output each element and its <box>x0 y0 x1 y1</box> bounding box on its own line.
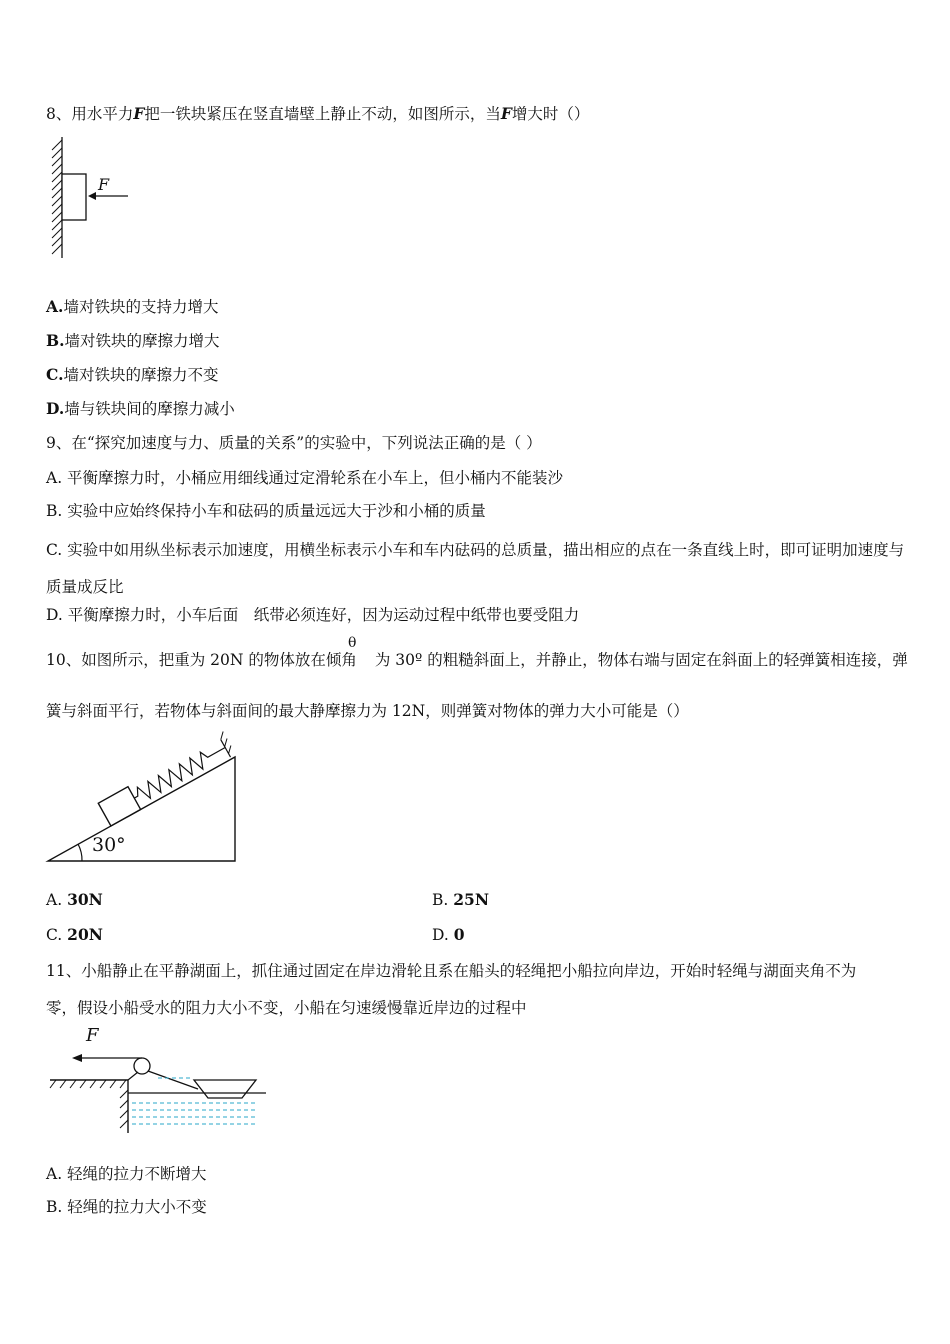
q8-option-a: A.墙对铁块的支持力增大 <box>46 297 219 316</box>
q8-figure-F-label: F <box>98 175 110 194</box>
q8-wall-block-figure <box>40 132 140 262</box>
q11-stem-line2: 零，假设小船受水的阻力大小不变，小船在匀速缓慢靠近岸边的过程中 <box>46 999 527 1017</box>
q9-option-a: A. 平衡摩擦力时，小桶应用细线通过定滑轮系在小车上，但小桶内不能装沙 <box>46 469 564 487</box>
q8-F-symbol-2: F <box>500 104 512 123</box>
q8-F-symbol: F <box>133 104 145 123</box>
q8-option-d: D.墙与铁块间的摩擦力减小 <box>46 399 235 418</box>
q10-angle-label: 30° <box>92 834 126 856</box>
q10-option-a: A. 30N <box>46 890 103 909</box>
q10-incline-spring-figure <box>46 730 246 865</box>
q11-figure-F-label: F <box>86 1025 99 1046</box>
q11-boat-pulley-figure <box>46 1035 271 1135</box>
q8-stem: 8、用水平力F把一铁块紧压在竖直墙壁上静止不动，如图所示，当F增大时（） <box>46 104 590 123</box>
q11-option-a: A. 轻绳的拉力不断增大 <box>46 1165 207 1183</box>
q10-option-b: B. 25N <box>432 890 489 909</box>
q10-option-d: D. 0 <box>432 925 465 944</box>
q8-option-b: B.墙对铁块的摩擦力增大 <box>46 331 220 350</box>
q10-option-c: C. 20N <box>46 925 103 944</box>
q10-theta-symbol: θ <box>348 635 357 651</box>
q8-option-c: C.墙对铁块的摩擦力不变 <box>46 365 219 384</box>
q11-option-b: B. 轻绳的拉力大小不变 <box>46 1198 207 1216</box>
q10-stem-line1: 10、如图所示，把重为 20N 的物体放在倾角 为 30º 的粗糙斜面上，并静止，物体右端与固定在斜面上的轻弹簧相连接，弹 <box>46 651 908 669</box>
q9-option-b: B. 实验中应始终保持小车和砝码的质量远远大于沙和小桶的质量 <box>46 502 486 520</box>
q11-stem-line1: 11、小船静止在平静湖面上，抓住通过固定在岸边滑轮且系在船头的轻绳把小船拉向岸边，开始时轻绳与湖面夹角不为 <box>46 962 857 980</box>
q9-option-d: D. 平衡摩擦力时，小车后面 纸带必须连好，因为运动过程中纸带也要受阻力 <box>46 606 580 624</box>
q10-stem-line2: 簧与斜面平行，若物体与斜面间的最大静摩擦力为 12N，则弹簧对物体的弹力大小可能是（） <box>46 702 689 720</box>
q9-stem: 9、在“探究加速度与力、质量的关系”的实验中，下列说法正确的是（ ） <box>46 434 542 452</box>
q9-option-c: C. 实验中如用纵坐标表示加速度，用横坐标表示小车和车内砝码的总质量，描出相应的点在一条直线上时，即可证明加速度与质量成反比 <box>46 541 905 596</box>
